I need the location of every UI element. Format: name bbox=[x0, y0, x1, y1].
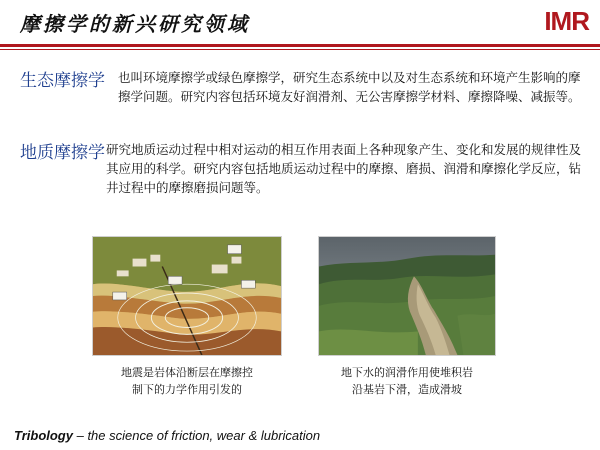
landslide-graphic bbox=[319, 237, 495, 355]
title-bar bbox=[0, 0, 600, 40]
caption-line: 地震是岩体沿断层在摩擦控 bbox=[121, 366, 253, 379]
landslide-photo bbox=[318, 236, 496, 356]
figure-caption-landslide bbox=[312, 364, 502, 398]
footer-strong: Tribology bbox=[14, 428, 73, 443]
footer-rest: – the science of friction, wear & lubrication bbox=[72, 428, 321, 443]
title-divider-thin bbox=[0, 49, 600, 50]
caption-line: 地下水的润滑作用使堆积岩 bbox=[341, 366, 473, 379]
slide-title: 摩擦学的新兴研究领域 bbox=[20, 12, 250, 36]
section-body: 也叫环境摩擦学或绿色摩擦学，研究生态系统中以及对生态系统和环境产生影响的摩擦学问题。研究内容包括环境友好润滑剂、无公害摩擦学材料、摩擦降噪、减振等。 bbox=[118, 70, 581, 104]
earthquake-fault-graphic bbox=[93, 237, 281, 355]
section-term: 生态摩擦学 bbox=[20, 71, 105, 91]
figure-caption-earthquake bbox=[82, 364, 292, 398]
section-term: 地质摩擦学 bbox=[20, 143, 105, 163]
logo-text: IMR bbox=[544, 6, 589, 36]
caption-line: 沿基岩下滑，造成滑坡 bbox=[352, 383, 462, 396]
caption-line: 制下的力学作用引发的 bbox=[132, 383, 242, 396]
footer-tagline bbox=[14, 428, 320, 443]
title-divider bbox=[0, 44, 600, 47]
earthquake-fault-illustration bbox=[92, 236, 282, 356]
imr-logo bbox=[507, 6, 589, 36]
section-body: 研究地质运动过程中相对运动的相互作用表面上各种现象产生、变化和发展的规律性及其应用的科学。研究内容包括地质运动过程中的摩擦、磨损、润滑和摩擦化学反应，钻井过程中的摩擦磨损问题等。 bbox=[106, 142, 582, 195]
